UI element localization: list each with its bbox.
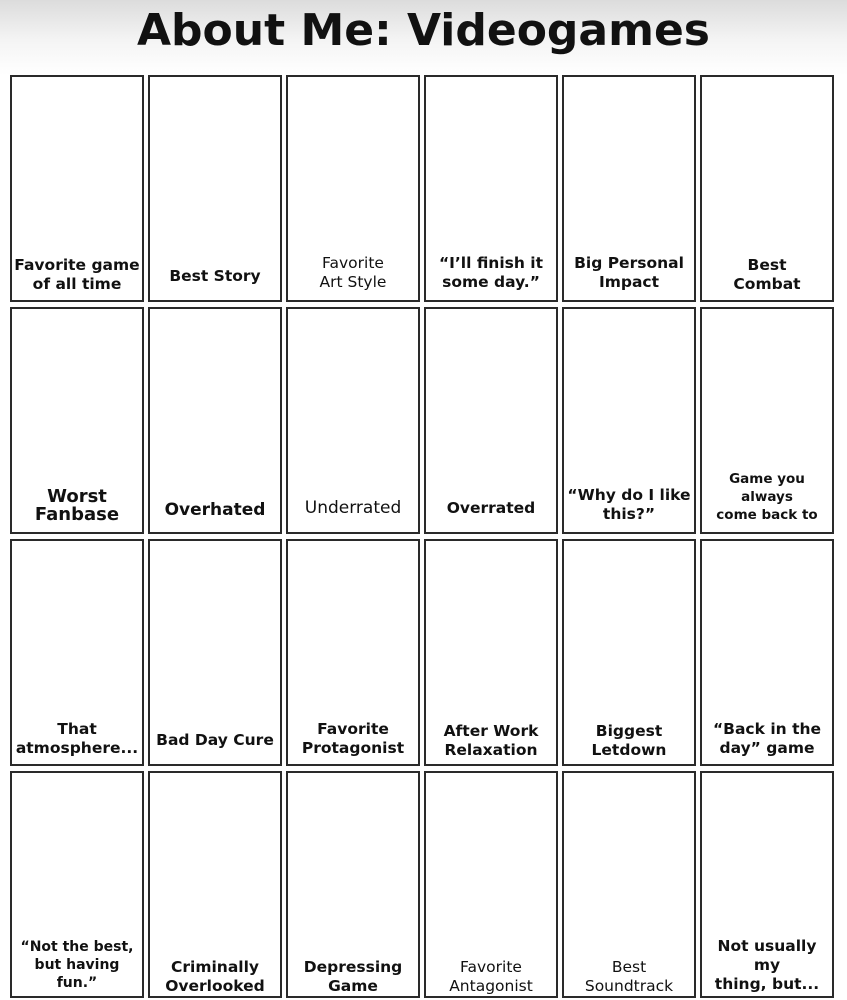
grid-cell-favorite-protagonist[interactable]: [286, 539, 420, 766]
grid-cell-that-atmosphere[interactable]: [10, 539, 144, 766]
cell-label: Depressing Game: [303, 958, 403, 995]
grid-cell-big-personal-impact[interactable]: [562, 75, 696, 302]
cell-label: That atmosphere...: [15, 720, 139, 757]
grid-cell-biggest-letdown[interactable]: [562, 539, 696, 766]
cell-label: After Work Relaxation: [443, 722, 539, 759]
page-title: About Me: Videogames: [137, 5, 710, 56]
grid-cell-bad-day-cure[interactable]: [148, 539, 282, 766]
cell-label: “Why do I like this?”: [567, 486, 691, 523]
cell-label: Criminally Overlooked: [165, 958, 265, 995]
grid-cell-finish-some-day[interactable]: [424, 75, 558, 302]
grid-cell-best-story[interactable]: [148, 75, 282, 302]
grid-cell-overhated[interactable]: [148, 307, 282, 534]
cell-label: Favorite Protagonist: [301, 720, 405, 757]
grid-cell-favorite-game[interactable]: [10, 75, 144, 302]
grid-cell-game-you-come-back-to[interactable]: [700, 307, 834, 534]
cell-label: “Not the best, but having fun.”: [20, 939, 134, 991]
grid-cell-overrated[interactable]: [424, 307, 558, 534]
cell-label: Worst Fanbase: [34, 486, 120, 525]
grid-cell-underrated[interactable]: [286, 307, 420, 534]
grid-cell-not-the-best[interactable]: [10, 771, 144, 998]
cell-label: Best Story: [169, 267, 261, 285]
grid-cell-best-combat[interactable]: [700, 75, 834, 302]
grid-cell-why-do-i-like-this[interactable]: [562, 307, 696, 534]
grid-cell-favorite-antagonist[interactable]: [424, 771, 558, 998]
cell-label: Best Soundtrack: [584, 958, 674, 995]
bingo-grid: [10, 75, 839, 1000]
cell-label: Bad Day Cure: [156, 731, 274, 749]
grid-cell-back-in-the-day[interactable]: [700, 539, 834, 766]
cell-label: Favorite Antagonist: [449, 958, 533, 995]
cell-label: “Back in the day” game: [712, 720, 822, 757]
grid-cell-after-work-relaxation[interactable]: [424, 539, 558, 766]
grid-cell-worst-fanbase[interactable]: [10, 307, 144, 534]
cell-label: Favorite Art Style: [319, 254, 387, 291]
cell-label: Underrated: [304, 498, 402, 518]
cell-label: Overrated: [446, 499, 536, 517]
cell-label: Favorite game of all time: [14, 256, 140, 293]
cell-label: Overhated: [164, 500, 266, 520]
cell-label: Big Personal Impact: [574, 254, 684, 291]
grid-cell-not-usually-my-thing[interactable]: [700, 771, 834, 998]
grid-cell-criminally-overlooked[interactable]: [148, 771, 282, 998]
grid-cell-best-soundtrack[interactable]: [562, 771, 696, 998]
cell-label: Not usually my thing, but...: [714, 937, 820, 993]
grid-cell-depressing-game[interactable]: [286, 771, 420, 998]
cell-label: Biggest Letdown: [591, 722, 667, 759]
cell-label: “I’ll finish it some day.”: [438, 254, 544, 291]
cell-label: Game you always come back to: [716, 471, 818, 523]
grid-cell-favorite-art-style[interactable]: [286, 75, 420, 302]
cell-label: Best Combat: [733, 256, 801, 293]
